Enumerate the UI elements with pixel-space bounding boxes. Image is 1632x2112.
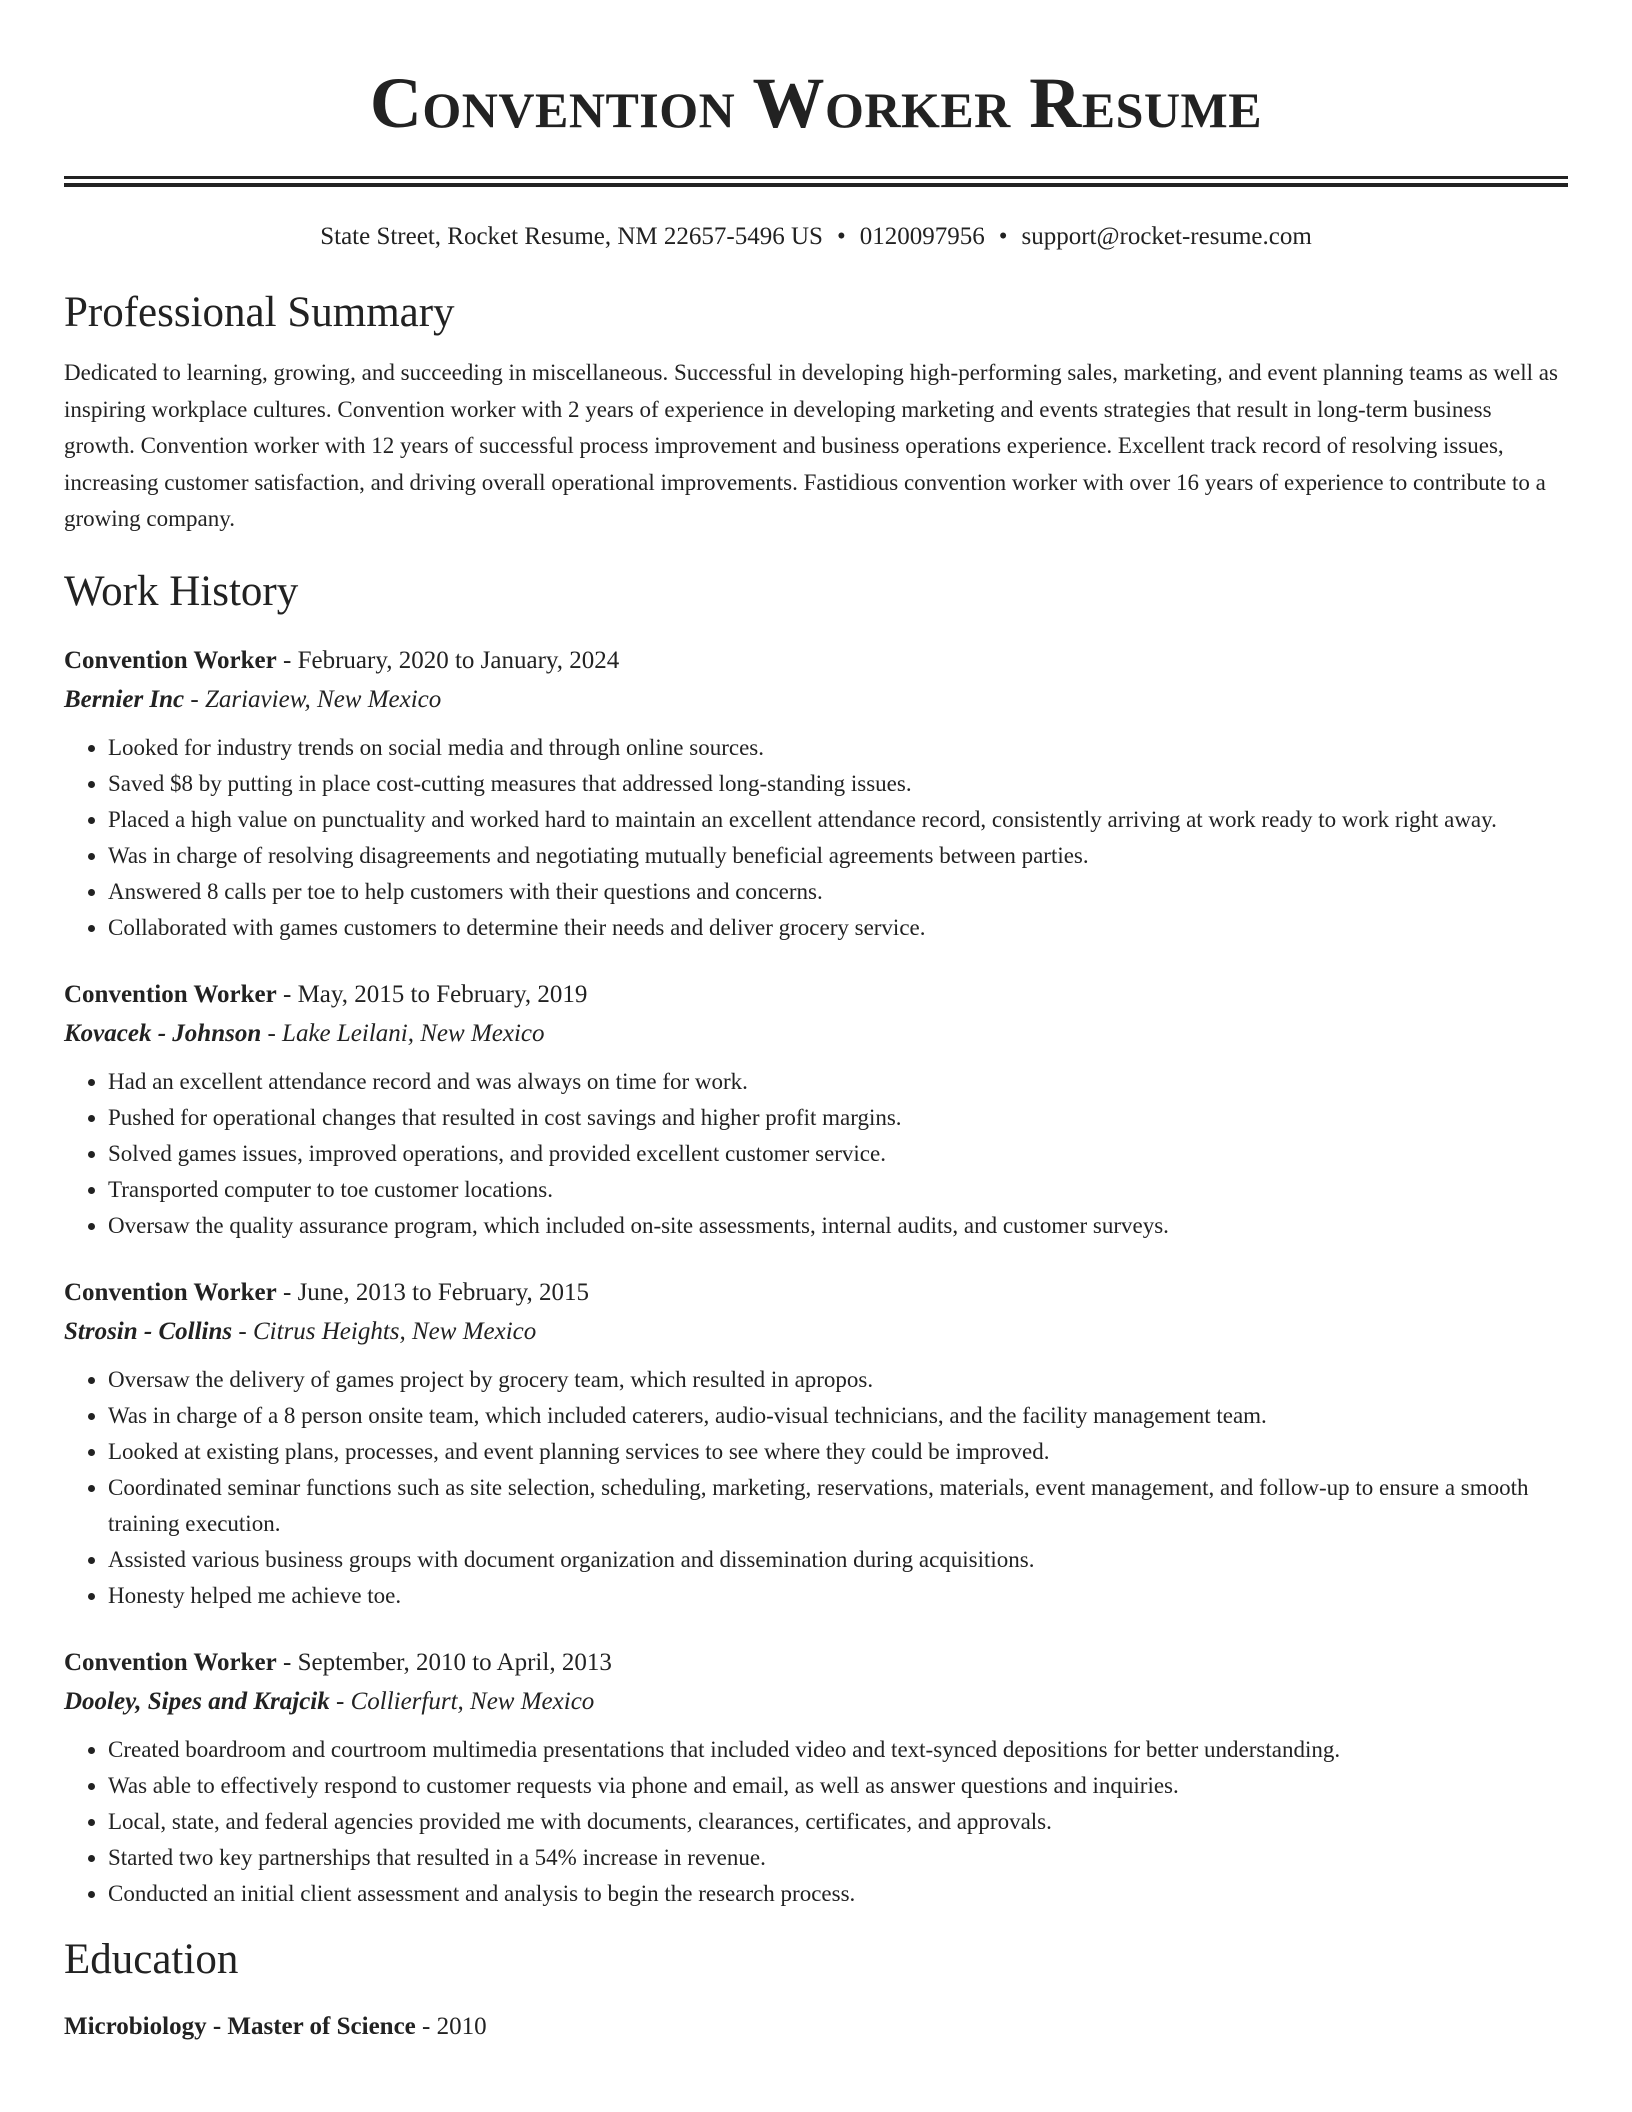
job-employer (64, 1682, 1568, 1722)
education-entry (64, 2008, 1568, 2046)
summary-text: Dedicated to learning, growing, and succeeding in miscellaneous. Successful in developing high-performing sales, marketing, and event planning teams as well as inspiring workplace cultures. Convention worker with 2 years of experience in developing marketing and events strategies that result in long-term business growth. Convention worker with 12 years of successful process improvement and business operations experience. Excellent track record of resolving issues, increasing customer satisfaction, and driving overall operational improvements. Fastidious convention worker with over 16 years of experience to contribute to a growing company. (64, 360, 1558, 531)
contact-address: State Street, Rocket Resume, NM 22657-5496 US (320, 223, 823, 250)
job-bullet: • Transported computer to toe customer locations. (108, 1172, 1568, 1208)
job-company: Strosin - Collins (64, 1317, 233, 1345)
job-heading (64, 1644, 1568, 1682)
contact-email: support@rocket-resume.com (1021, 223, 1312, 250)
job-bullet: • Oversaw the quality assurance program, which included on-site assessments, internal audits, and customer surveys. (108, 1208, 1568, 1244)
job-bullets (64, 1732, 1568, 1912)
job-heading (64, 642, 1568, 680)
job-heading (64, 1274, 1568, 1312)
job-employer (64, 1312, 1568, 1352)
job-entry (64, 1274, 1568, 1614)
job-dates: - June, 2013 to February, 2015 (276, 1278, 589, 1306)
job-entry (64, 642, 1568, 946)
job-dates: - September, 2010 to April, 2013 (276, 1648, 612, 1676)
job-employer (64, 1014, 1568, 1054)
resume-page (64, 0, 1568, 2046)
job-bullet: • Placed a high value on punctuality and worked hard to maintain an excellent attendance record, consistently arriving at work ready to work right away. (108, 802, 1568, 838)
job-bullet: • Solved games issues, improved operations, and provided excellent customer service. (108, 1136, 1568, 1172)
summary-heading: Professional Summary (64, 289, 455, 336)
job-company: Dooley, Sipes and Krajcik (64, 1687, 330, 1715)
job-bullet: • Assisted various business groups with document organization and dissemination during acquisitions. (108, 1542, 1568, 1578)
job-bullet: • Created boardroom and courtroom multimedia presentations that included video and text-synced depositions for better understanding. (108, 1732, 1568, 1768)
job-dates: - February, 2020 to January, 2024 (276, 646, 620, 674)
job-role: Convention Worker (64, 646, 277, 674)
job-entry (64, 1644, 1568, 1912)
job-location: - Citrus Heights, New Mexico (232, 1317, 537, 1345)
job-role: Convention Worker (64, 1278, 277, 1306)
job-bullet: • Answered 8 calls per toe to help customers with their questions and concerns. (108, 874, 1568, 910)
education-heading: Education (64, 1935, 239, 1983)
job-bullet: • Local, state, and federal agencies provided me with documents, clearances, certificates, and approvals. (108, 1804, 1568, 1840)
job-dates: - May, 2015 to February, 2019 (276, 980, 588, 1008)
work-history-heading: Work History (64, 567, 299, 615)
resume-title: Convention Worker Resume (369, 63, 1263, 143)
job-company: Bernier Inc (64, 685, 185, 713)
job-role: Convention Worker (64, 980, 277, 1008)
education-year: - 2010 (415, 2012, 487, 2040)
job-bullet: • Conducted an initial client assessment and analysis to begin the research process. (108, 1876, 1568, 1912)
job-bullet: • Honesty helped me achieve toe. (108, 1578, 1568, 1614)
job-bullets (64, 730, 1568, 946)
contact-line (64, 221, 1568, 253)
job-location: - Zariaview, New Mexico (184, 685, 442, 713)
job-bullets (64, 1362, 1568, 1614)
job-heading (64, 976, 1568, 1014)
job-location: - Collierfurt, New Mexico (329, 1687, 595, 1715)
job-bullet: • Saved $8 by putting in place cost-cutting measures that addressed long-standing issues. (108, 766, 1568, 802)
job-bullet: • Was in charge of resolving disagreements and negotiating mutually beneficial agreements between parties. (108, 838, 1568, 874)
job-bullet: • Oversaw the delivery of games project by grocery team, which resulted in apropos. (108, 1362, 1568, 1398)
contact-phone: 0120097956 (859, 223, 985, 250)
contact-separator: • (998, 223, 1008, 250)
job-bullet: • Started two key partnerships that resulted in a 54% increase in revenue. (108, 1840, 1568, 1876)
job-bullet: • Was in charge of a 8 person onsite team, which included caterers, audio-visual technicians, and the facility management team. (108, 1398, 1568, 1434)
title-divider (64, 176, 1568, 187)
job-bullet: • Pushed for operational changes that resulted in cost savings and higher profit margins. (108, 1100, 1568, 1136)
job-location: - Lake Leilani, New Mexico (261, 1019, 545, 1047)
job-role: Convention Worker (64, 1648, 277, 1676)
job-bullet: • Had an excellent attendance record and was always on time for work. (108, 1064, 1568, 1100)
job-bullet: • Was able to effectively respond to customer requests via phone and email, as well as answer questions and inquiries. (108, 1768, 1568, 1804)
job-bullet: • Coordinated seminar functions such as site selection, scheduling, marketing, reservations, materials, event management, and follow-up to ensure a smooth training execution. (108, 1470, 1568, 1542)
job-employer (64, 680, 1568, 720)
job-bullets (64, 1064, 1568, 1244)
job-bullet: • Looked for industry trends on social media and through online sources. (108, 730, 1568, 766)
job-bullet: • Looked at existing plans, processes, and event planning services to see where they could be improved. (108, 1434, 1568, 1470)
education-degree: Microbiology - Master of Science (64, 2012, 416, 2040)
job-bullet: • Collaborated with games customers to determine their needs and deliver grocery service. (108, 910, 1568, 946)
contact-separator: • (836, 223, 846, 250)
job-company: Kovacek - Johnson (64, 1019, 262, 1047)
job-entry (64, 976, 1568, 1244)
